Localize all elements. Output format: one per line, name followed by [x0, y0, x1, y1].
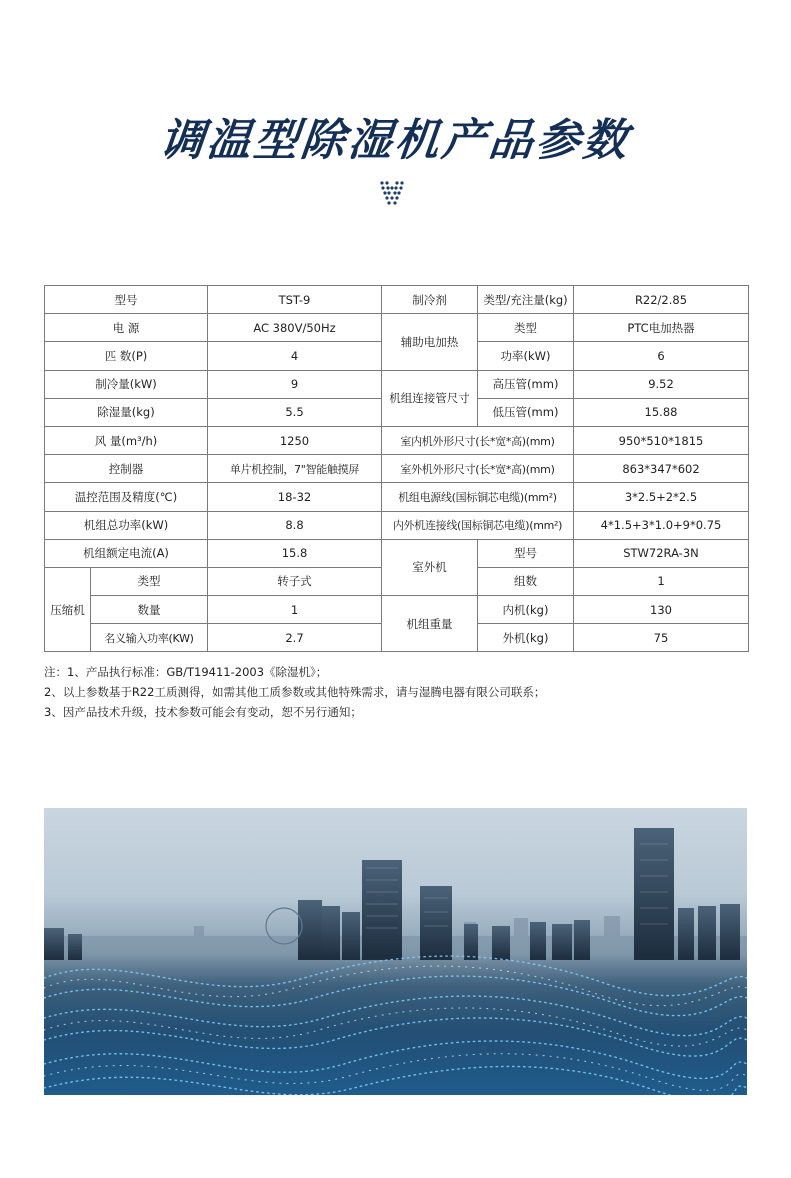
cell-value-refrigerant-charge: R22/2.85	[574, 286, 749, 314]
cell-value-input-power: 2.7	[208, 624, 382, 652]
cell-value-outdoor-dimensions: 863*347*602	[574, 455, 749, 483]
cell-value-rated-current: 15.8	[208, 539, 382, 567]
cell-label-connection-cable: 内外机连接线(国标铜芯电缆)(mm²)	[382, 511, 574, 539]
cell-label-outdoor-dimensions: 室外机外形尺寸(长*宽*高)(mm)	[382, 455, 574, 483]
table-row	[45, 426, 749, 454]
city-skyline-illustration	[44, 808, 747, 1095]
table-row	[45, 286, 749, 314]
cell-label-indoor-weight: 内机(kg)	[478, 596, 574, 624]
cell-label-heater-power: 功率(kW)	[478, 342, 574, 370]
table-row	[45, 455, 749, 483]
cell-value-compressor-type: 转子式	[208, 567, 382, 595]
cell-label-low-pressure-pipe: 低压管(mm)	[478, 398, 574, 426]
cell-value-model: TST-9	[208, 286, 382, 314]
cell-value-unit-count: 1	[574, 567, 749, 595]
cell-label-cooling-capacity: 制冷量(kW)	[45, 370, 208, 398]
note-line: 注：1、产品执行标准：GB/T19411-2003《除湿机》；	[44, 665, 328, 679]
dots-w-logo-icon	[379, 180, 405, 206]
cell-label-unit-count: 组数	[478, 567, 574, 595]
table-row	[45, 511, 749, 539]
notes	[44, 662, 764, 722]
cell-value-heater-type: PTC电加热器	[574, 314, 749, 342]
cell-value-temp-range: 18-32	[208, 483, 382, 511]
cell-label-horsepower: 匹 数(P)	[45, 342, 208, 370]
cell-value-compressor-qty: 1	[208, 596, 382, 624]
cell-value-power-cable: 3*2.5+2*2.5	[574, 483, 749, 511]
cell-value-outdoor-model: STW72RA-3N	[574, 539, 749, 567]
cell-label-power-supply: 电 源	[45, 314, 208, 342]
cell-label-compressor-qty: 数量	[91, 596, 208, 624]
cell-value-indoor-weight: 130	[574, 596, 749, 624]
cell-label-heater-type: 类型	[478, 314, 574, 342]
cell-label-outdoor-model: 型号	[478, 539, 574, 567]
cell-label-outdoor-weight: 外机(kg)	[478, 624, 574, 652]
cell-value-controller: 单片机控制，7"智能触摸屏	[208, 455, 382, 483]
cell-label-pipe-size: 机组连接管尺寸	[382, 370, 478, 426]
cell-label-airflow: 风 量(m³/h)	[45, 426, 208, 454]
cell-label-indoor-dimensions: 室内机外形尺寸(长*宽*高)(mm)	[382, 426, 574, 454]
cell-value-high-pressure-pipe: 9.52	[574, 370, 749, 398]
cell-value-dehumidification: 5.5	[208, 398, 382, 426]
cell-label-refrigerant-charge: 类型/充注量(kg)	[478, 286, 574, 314]
cell-value-outdoor-weight: 75	[574, 624, 749, 652]
cell-label-controller: 控制器	[45, 455, 208, 483]
note-line: 3、因产品技术升级，技术参数可能会有变动，恕不另行通知；	[44, 705, 362, 719]
cell-value-connection-cable: 4*1.5+3*1.0+9*0.75	[574, 511, 749, 539]
cell-value-power-supply: AC 380V/50Hz	[208, 314, 382, 342]
cell-label-dehumidification: 除湿量(kg)	[45, 398, 208, 426]
table-row	[45, 370, 749, 398]
cell-label-compressor: 压缩机	[45, 567, 91, 652]
cell-label-model: 型号	[45, 286, 208, 314]
cell-label-refrigerant: 制冷剂	[382, 286, 478, 314]
cell-label-power-cable: 机组电源线(国标铜芯电缆)(mm²)	[382, 483, 574, 511]
cell-value-airflow: 1250	[208, 426, 382, 454]
cell-label-aux-heater: 辅助电加热	[382, 314, 478, 370]
city-skyline-image	[44, 808, 747, 1095]
cell-value-horsepower: 4	[208, 342, 382, 370]
spec-table	[44, 285, 749, 652]
cell-label-total-power: 机组总功率(kW)	[45, 511, 208, 539]
cell-label-input-power: 名义输入功率(KW)	[91, 624, 208, 652]
cell-label-temp-range: 温控范围及精度(℃)	[45, 483, 208, 511]
table-row	[45, 314, 749, 342]
table-row	[45, 596, 749, 624]
table-row	[45, 483, 749, 511]
cell-value-heater-power: 6	[574, 342, 749, 370]
cell-label-high-pressure-pipe: 高压管(mm)	[478, 370, 574, 398]
cell-label-compressor-type: 类型	[91, 567, 208, 595]
cell-value-cooling-capacity: 9	[208, 370, 382, 398]
cell-label-rated-current: 机组额定电流(A)	[45, 539, 208, 567]
page-title: 调温型除湿机产品参数	[157, 115, 633, 166]
cell-label-unit-weight: 机组重量	[382, 596, 478, 652]
note-line: 2、以上参数基于R22工质测得，如需其他工质参数或其他特殊需求，请与湿腾电器有限公司联系；	[44, 685, 546, 699]
cell-label-outdoor-unit: 室外机	[382, 539, 478, 595]
cell-value-low-pressure-pipe: 15.88	[574, 398, 749, 426]
cell-value-indoor-dimensions: 950*510*1815	[574, 426, 749, 454]
cell-value-total-power: 8.8	[208, 511, 382, 539]
table-row	[45, 539, 749, 567]
